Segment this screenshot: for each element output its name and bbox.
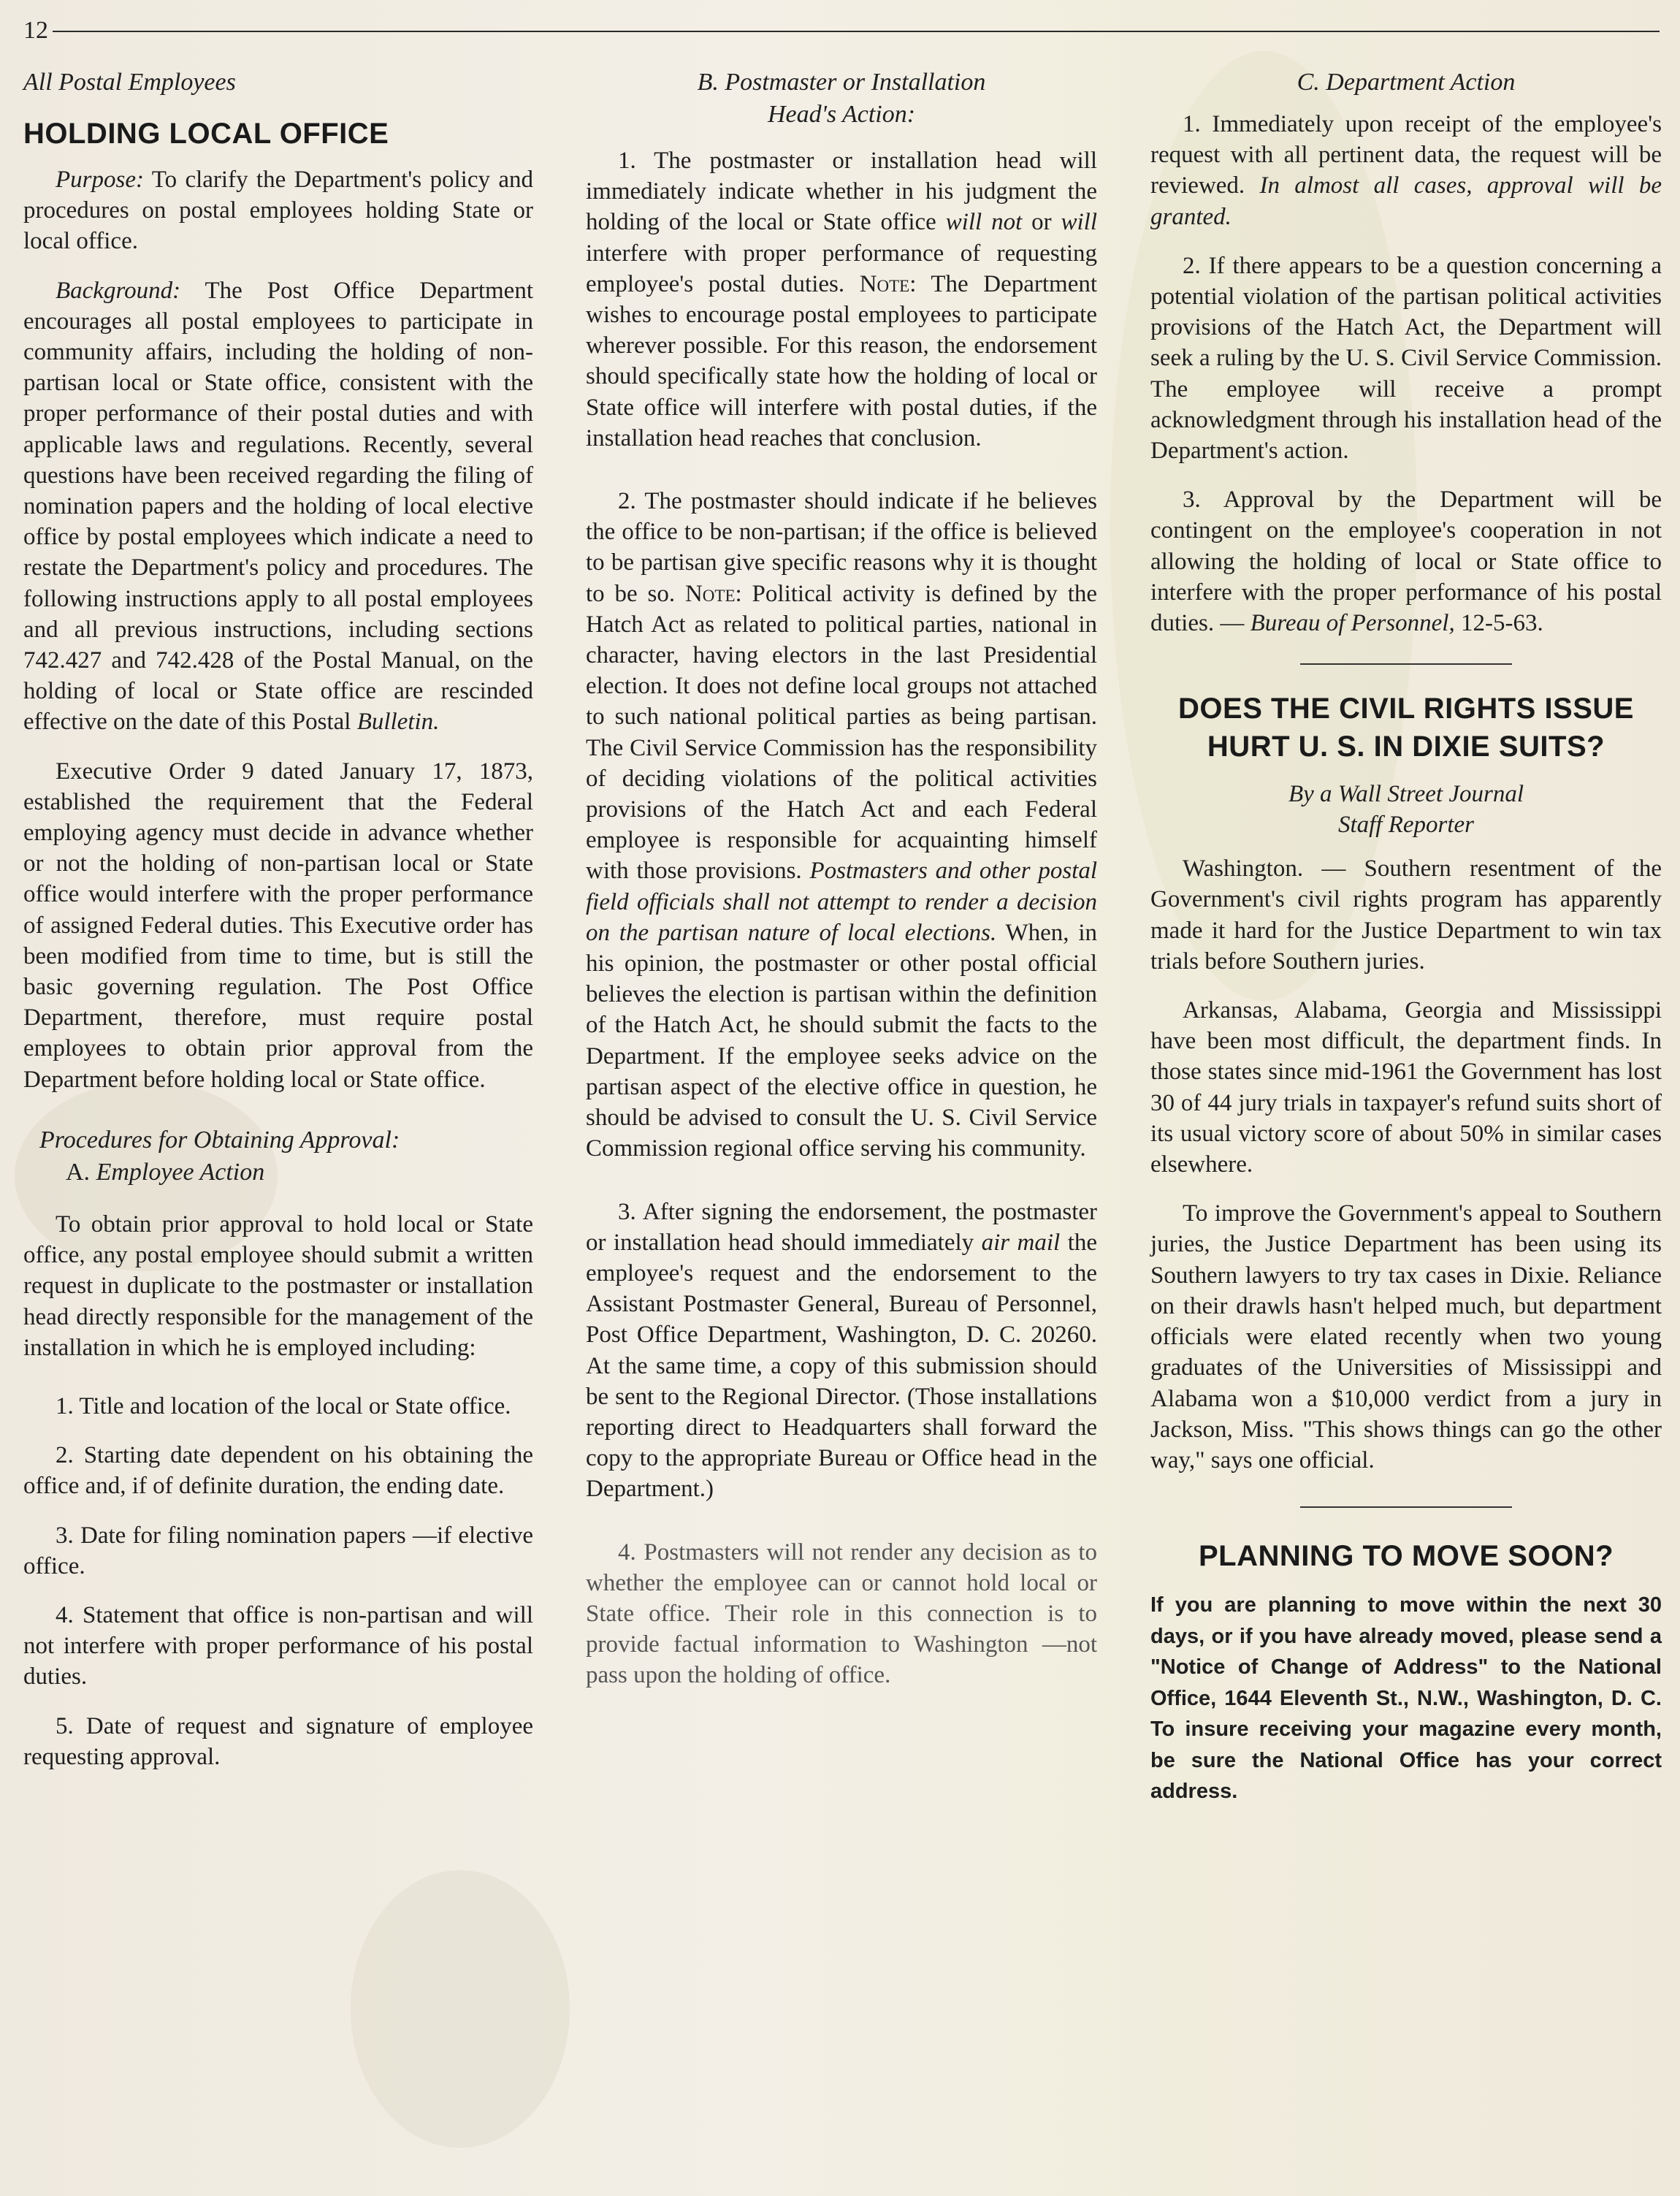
header-rule <box>53 31 1660 32</box>
subsection-a-letter: A. <box>66 1158 91 1186</box>
change-of-address-notice <box>1150 1590 1662 1807</box>
procedures-heading: Procedures for Obtaining Approval: <box>39 1126 400 1154</box>
postmaster-action-paragraph-3 <box>586 1197 1097 1505</box>
article-heading-civil-rights-line1: DOES THE CIVIL RIGHTS ISSUE <box>1178 693 1634 725</box>
article-heading-planning-to-move: PLANNING TO MOVE SOON? <box>1198 1540 1614 1573</box>
c-p3-text: 3. Approval by the Department will be contingent on the employee's cooperation in not allowing the holding of local or State office to interfere with the proper performance of his postal duties. — <box>1150 487 1662 637</box>
purpose-text: To clarify the Department's policy and procedures on postal employees holding State or local office. <box>23 167 533 255</box>
list-item: 1. Title and location of the local or State office. <box>56 1392 511 1419</box>
subsection-b-heading-line2: Head's Action: <box>767 101 916 128</box>
p2-italic-text: Postmasters and other postal field officials shall not attempt to render a decision on the partisan nature of local elections. <box>586 858 1098 946</box>
p1-will: will <box>1061 209 1098 236</box>
p2-note-label: Note: <box>684 580 742 607</box>
column-1 <box>23 62 533 1772</box>
p1-note-label: Note: <box>859 270 917 297</box>
background-paragraph <box>23 275 533 738</box>
byline-line1: By a Wall Street Journal <box>1288 781 1524 808</box>
p1-text-a: 1. The postmaster or installation head will immediately indicate whether in his judgment the holding of the local or State office <box>586 148 1097 236</box>
background-text: The Post Office Department encourages all postal employees to participate in community affairs, including the holding of non-partisan local or State office, consistent with the proper performance of their postal duties and with applicable laws and regulations. Recently, several questions have been received regarding the filing of nomination papers and the holding of local elective office by postal employees which indicate a need to restate the Department's policy and procedures. The following instructions apply to all postal employees and all previous instructions, including sections 742.427 and 742.428 of the Postal Manual, on the holding of local or State office are rescinded effective on the date of this Postal <box>23 277 533 736</box>
p2-text-c: When, in his opinion, the postmaster or other postal official believes the election is partisan within the definition of the Hatch Act, he should submit the facts to the Department. If the employee seeks advice on the partisan aspect of the elective office in question, he should be advised to consult the U. S. Civil Service Commission regional office serving his community. <box>586 919 1097 1162</box>
c-p3-date: 12-5-63. <box>1460 610 1543 637</box>
postmaster-action-paragraph-2 <box>586 486 1097 1164</box>
purpose-label: Purpose: <box>56 167 144 193</box>
article-heading-holding-local-office: HOLDING LOCAL OFFICE <box>23 118 389 150</box>
article-heading-civil-rights-line2: HURT U. S. IN DIXIE SUITS? <box>1207 731 1605 763</box>
subsection-a-title: Employee Action <box>96 1158 265 1186</box>
department-action-paragraph-2: 2. If there appears to be a question concerning a potential violation of the partisan political activities provisions of the Hatch Act, the Department will seek a ruling by the U. S. Civil Service Commission. The employee will receive a prompt acknowledgment through his installation head of the Department's action. <box>1150 252 1662 465</box>
p1-text-b: interfere with proper performance of requesting employee's postal duties. <box>586 240 1097 297</box>
section-divider <box>1300 663 1512 665</box>
department-action-paragraph-1 <box>1150 109 1662 232</box>
civil-rights-paragraph-3: To improve the Government's appeal to Southern juries, the Justice Department has been using its Southern lawyers to try tax cases in Dixie. Reliance on their drawls hasn't helped much, but department officials were elated recently when two young graduates of the Universities of Mississippi and Alabama won a $10,000 verdict from a jury in Jackson, Miss. "This shows things can go the other way," says one official. <box>1150 1200 1662 1473</box>
subsection-b-heading-line1: B. Postmaster or Installation <box>697 69 986 96</box>
byline-line2: Staff Reporter <box>1337 812 1475 839</box>
employee-action-intro: To obtain prior approval to hold local or State office, any postal employee should submit a written request in duplicate to the postmaster or installation head directly responsible for the management of the installation in which he is employed including: <box>23 1211 533 1361</box>
list-item: 5. Date of request and signature of employee requesting approval. <box>23 1712 533 1770</box>
p1-or: or <box>1031 209 1052 236</box>
subsection-a-heading <box>23 1156 533 1189</box>
department-action-paragraph-3 <box>1150 484 1662 638</box>
p2-text-a: 2. The postmaster should indicate if he believes the office to be non-partisan; if the office is believed to be partisan give specific reasons why it is thought to be so. <box>586 488 1097 607</box>
section-divider <box>1300 1506 1512 1508</box>
background-label: Background: <box>56 277 181 304</box>
postmaster-action-paragraph-1 <box>586 145 1097 454</box>
c-p1-italic: In almost all cases, approval will be granted. <box>1150 172 1662 230</box>
postmaster-action-paragraph-4: 4. Postmasters will not render any decision as to whether the employee can or cannot hold local or State office. Their role in this connection is to provide factual information to Washington —not pass upon the holding of office. <box>586 1539 1097 1689</box>
column-3 <box>1150 62 1662 1807</box>
background-bulletin: Bulletin. <box>356 709 440 736</box>
page-number: 12 <box>23 17 48 44</box>
c-p1-text: 1. Immediately upon receipt of the employee's request with all pertinent data, the request will be reviewed. <box>1150 111 1662 199</box>
p2-text-b: Political activity is defined by the Hatch Act as related to political parties, national in character, having electors in the last Presidential election. It does not define local groups not attached to such national political parties as being partisan. The Civil Service Commission has the responsibility of deciding violations of the political activities provisions of the Hatch Act and each Federal employee is responsible for acquainting himself with those provisions. <box>586 580 1098 885</box>
purpose-paragraph <box>23 164 533 257</box>
page-stain <box>351 1870 570 2148</box>
p1-text-c: The Department wishes to encourage postal employees to participate wherever possible. For this reason, the endorsement should specifically state how the holding of local or State office will interfere with postal duties, if the installation head reaches that conclusion. <box>586 270 1098 451</box>
p3-air-mail: air mail <box>981 1229 1061 1256</box>
p3-text-b: the employee's request and the endorsement to the Assistant Postmaster General, Bureau of Personnel, Post Office Department, Washington, D. C. 20260. At the same time, a copy of this submission should be sent to the Regional Director. (Those installations reporting direct to Headquarters shall forward the copy to the appropriate Bureau or Office head in the Department.) <box>586 1229 1098 1503</box>
subsection-c-heading: C. Department Action <box>1297 69 1516 96</box>
list-item: 2. Starting date dependent on his obtaining the office and, if of definite duration, the ending date. <box>23 1442 533 1500</box>
civil-rights-paragraph-1: Washington. — Southern resentment of the Government's civil rights program has apparently made it hard for the Justice Department to win tax trials before Southern juries. <box>1150 855 1662 975</box>
p1-will-not: will not <box>945 209 1023 236</box>
column-2 <box>586 62 1097 1691</box>
list-item: 4. Statement that office is non-partisan and will not interfere with proper performance of his postal duties. <box>23 1601 533 1690</box>
list-item: 3. Date for filing nomination papers —if elective office. <box>23 1522 533 1579</box>
c-p3-credit: Bureau of Personnel, <box>1250 610 1455 637</box>
executive-order-paragraph: Executive Order 9 dated January 17, 1873, established the requirement that the Federal employing agency must decide in advance whether or not the holding of non-partisan local or State office would interfere with the proper performance of assigned Federal duties. This Executive order has been modified from time to time, but is still the basic governing regulation. The Post Office Department, therefore, must require postal employees to obtain prior approval from the Department before holding local or State office. <box>23 758 533 1093</box>
p3-text-a: 3. After signing the endorsement, the postmaster or installation head should immediately <box>586 1198 1097 1256</box>
notice-text: If you are planning to move within the next 30 days, or if you have already moved, please send a "Notice of Change of Address" to the National Office, 1644 Eleventh St., N.W., Washington, D. C. To insure receiving your magazine every month, be sure the National Office has your correct address. <box>1150 1593 1662 1804</box>
section-kicker: All Postal Employees <box>23 69 236 96</box>
civil-rights-paragraph-2: Arkansas, Alabama, Georgia and Mississippi have been most difficult, the department finds. In those states since mid-1961 the Government has lost 30 of 44 jury trials in taxpayer's refund suits short of its usual victory score of about 50% in similar cases elsewhere. <box>1150 997 1662 1178</box>
